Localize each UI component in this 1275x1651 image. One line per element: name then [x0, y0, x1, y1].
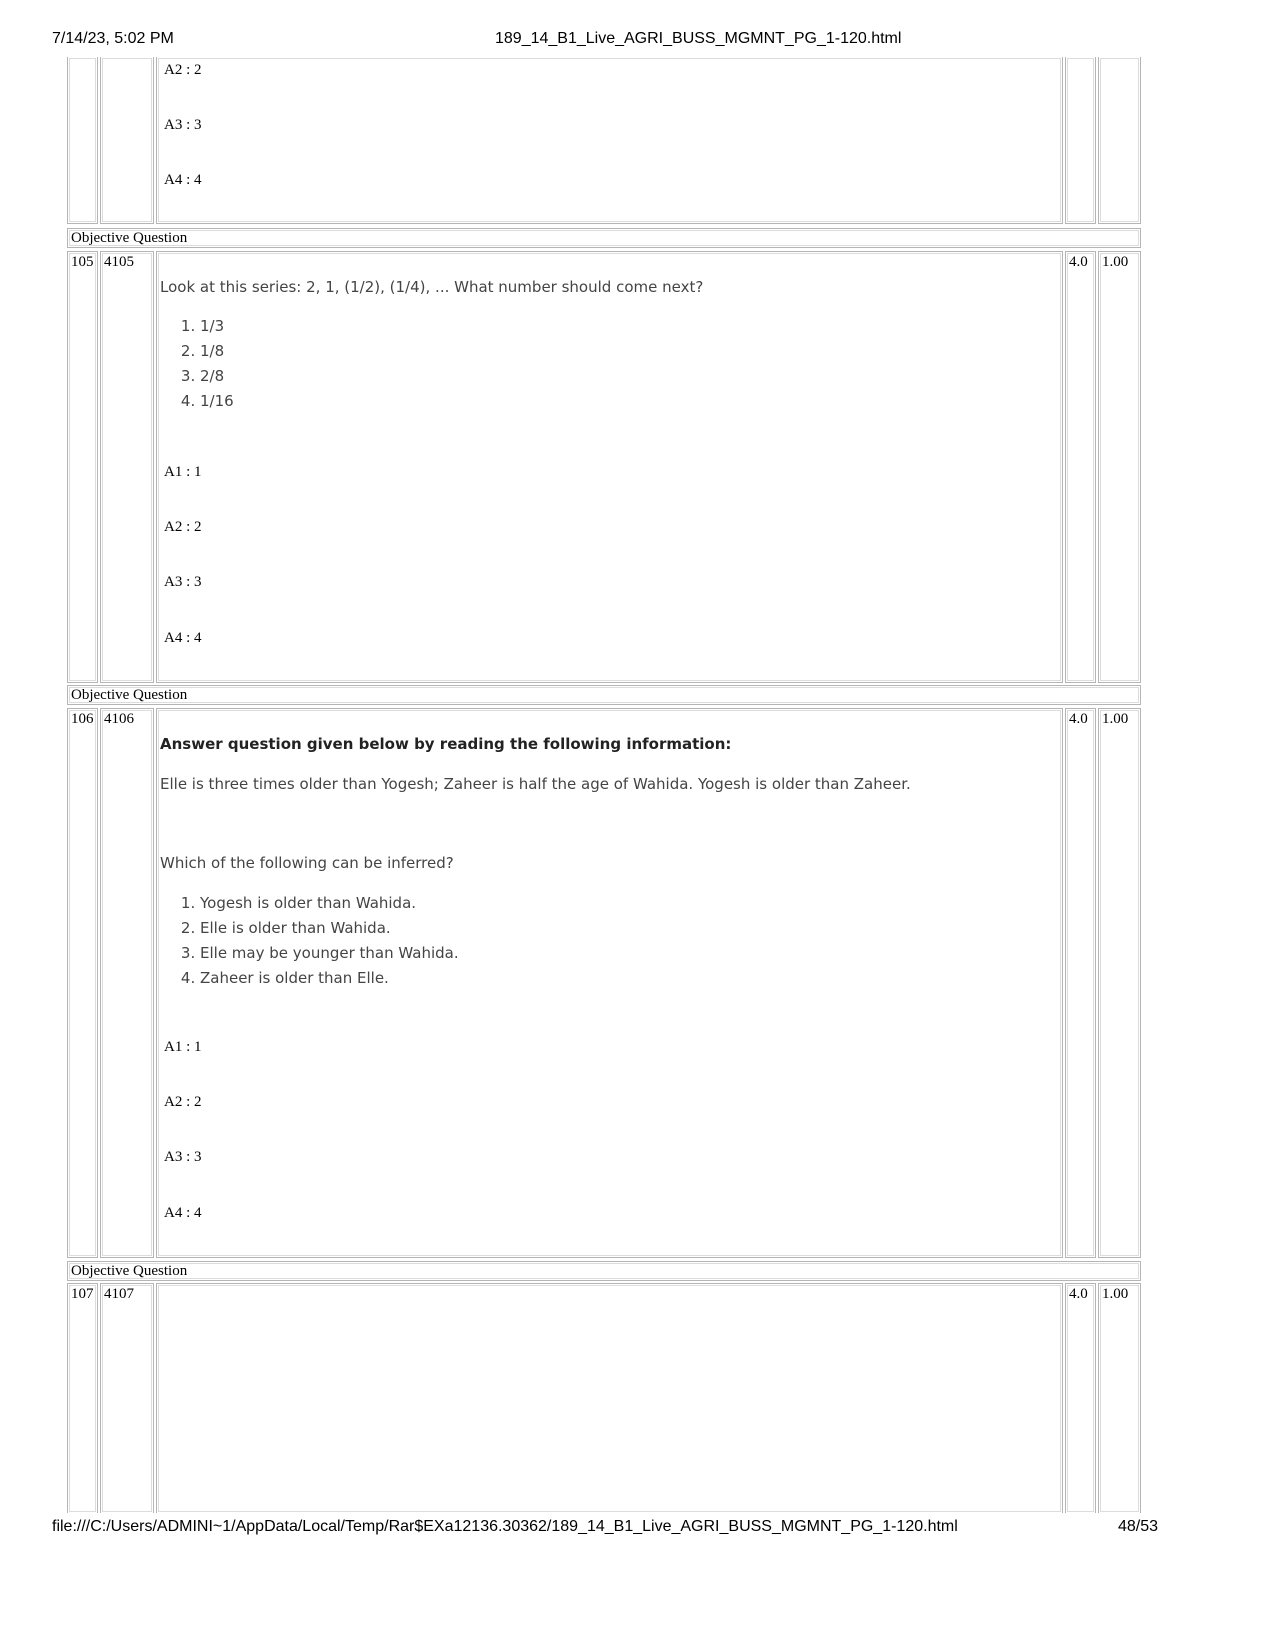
q107-sno-cell: 107: [67, 1283, 98, 1513]
q107-neg-cell: 1.00: [1098, 1283, 1141, 1513]
q105-answer-2: A2 : 2: [164, 519, 202, 535]
q106-option-1: 1. Yogesh is older than Wahida.: [200, 891, 459, 916]
q106-neg-cell: 1.00: [1098, 708, 1141, 1258]
q105-option-2: 2. 1/8: [200, 339, 234, 364]
q107-question-cell: [156, 1283, 1063, 1513]
q105-options: [160, 314, 234, 414]
q105-text: Look at this series: 2, 1, (1/2), (1/4), ... What number should come next?: [160, 278, 704, 296]
section-label: Objective Question: [67, 685, 1141, 705]
section-label: Objective Question: [67, 228, 1141, 248]
q107-qid-cell: 4107: [100, 1283, 154, 1513]
q106-answer-4: A4 : 4: [164, 1205, 202, 1221]
q105-answer-3: A3 : 3: [164, 574, 202, 590]
print-filename: 189_14_B1_Live_AGRI_BUSS_MGMNT_PG_1-120.html: [495, 30, 902, 47]
q106-sno-cell: 106: [67, 708, 98, 1258]
q105-option-1: 1. 1/3: [200, 314, 234, 339]
q106-info: Elle is three times older than Yogesh; Zaheer is half the age of Wahida. Yogesh is older than Zaheer.: [160, 775, 911, 793]
q106-options: [160, 891, 459, 991]
q106-marks-cell: 4.0: [1065, 708, 1096, 1258]
prev-sno-cell: [67, 57, 98, 224]
q105-neg-cell: 1.00: [1098, 251, 1141, 683]
q106-option-3: 3. Elle may be younger than Wahida.: [200, 941, 459, 966]
q106-option-2: 2. Elle is older than Wahida.: [200, 916, 459, 941]
q105-qid-cell: 4105: [100, 251, 154, 683]
q106-qid-cell: 4106: [100, 708, 154, 1258]
q106-option-4: 4. Zaheer is older than Elle.: [200, 966, 459, 991]
print-file-path: file:///C:/Users/ADMINI~1/AppData/Local/Temp/Rar$EXa12136.30362/189_14_B1_Live_AGRI_BUSS_MGMNT_PG_1-120.html: [52, 1518, 958, 1535]
prev-answer-4: A4 : 4: [164, 172, 202, 188]
q105-option-3: 3. 2/8: [200, 364, 234, 389]
q106-answer-1: A1 : 1: [164, 1039, 202, 1055]
q106-heading: Answer question given below by reading the following information:: [160, 735, 732, 753]
prev-qid-cell: [100, 57, 154, 224]
q106-answer-2: A2 : 2: [164, 1094, 202, 1110]
q105-answer-4: A4 : 4: [164, 630, 202, 646]
q105-option-4: 4. 1/16: [200, 389, 234, 414]
q105-marks-cell: 4.0: [1065, 251, 1096, 683]
prev-answer-3: A3 : 3: [164, 117, 202, 133]
q106-text: Which of the following can be inferred?: [160, 854, 454, 872]
q105-sno-cell: 105: [67, 251, 98, 683]
prev-neg-cell: [1098, 57, 1141, 224]
q107-marks-cell: 4.0: [1065, 1283, 1096, 1513]
prev-answer-2: A2 : 2: [164, 62, 202, 78]
q106-answer-3: A3 : 3: [164, 1149, 202, 1165]
q105-answer-1: A1 : 1: [164, 464, 202, 480]
print-datetime: 7/14/23, 5:02 PM: [52, 30, 174, 47]
q105-question-cell: [156, 251, 1063, 683]
prev-marks-cell: [1065, 57, 1096, 224]
section-label: Objective Question: [67, 1261, 1141, 1281]
prev-question-cell: [156, 57, 1063, 224]
page-number: 48/53: [1118, 1518, 1159, 1535]
